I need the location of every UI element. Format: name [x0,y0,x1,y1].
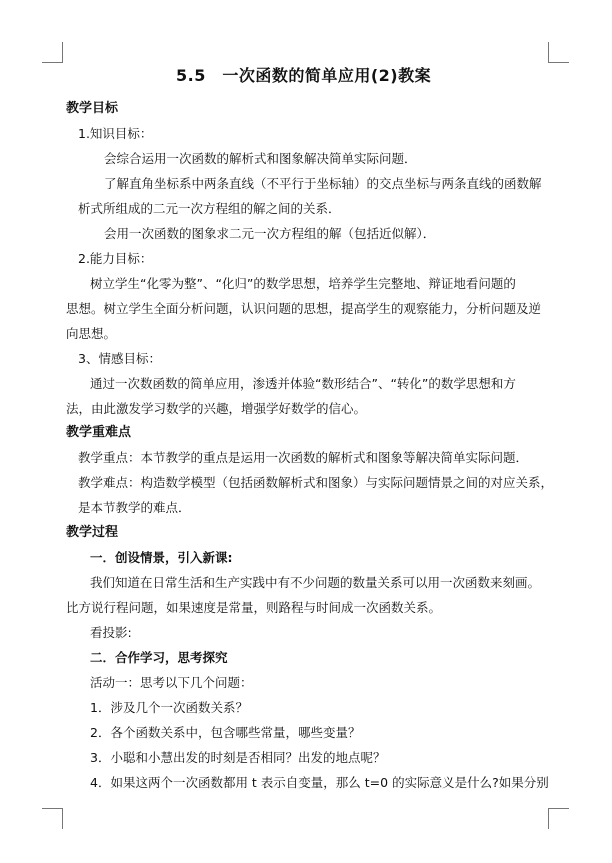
step2-heading: 二．合作学习，思考探究 [90,650,228,665]
question-1: 1．涉及几个一次函数关系？ [90,700,248,715]
process-heading: 教学过程 [66,525,119,540]
step1-paragraph-2: 比方说行程问题，如果速度是常量，则路程与时间成一次函数关系。 [66,600,442,615]
ability-line-2: 思想。树立学生全面分析问题，认识问题的思想，提高学生的观察能力，分析问题及逆 [66,301,542,316]
knowledge-paragraph-2a: 了解直角坐标系中两条直线（不平行于坐标轴）的交点坐标与两条直线的函数解 [104,176,542,191]
key-points-heading: 教学重难点 [66,425,132,440]
ability-line-1: 树立学生“化零为整”、“化归”的数学思想，培养学生完整地、辩证地看问题的 [90,276,516,291]
objectives-heading: 教学目标 [66,101,119,116]
difficulty-line-1: 教学难点：构造数学模型（包括函数解析式和图象）与实际问题情景之间的对应关系， [78,475,554,490]
ability-label: 2.能力目标： [78,251,153,266]
question-4: 4．如果这两个一次函数都用 t 表示自变量，那么 t=0 的实际意义是什么?如果分别 [90,775,549,790]
knowledge-paragraph-3: 会用一次函数的图象求二元一次方程组的解（包括近似解）． [104,226,436,241]
question-3: 3．小聪和小慧出发的时刻是否相同？出发的地点呢？ [90,750,386,765]
step1-heading: 一．创设情景，引入新课: [90,550,233,565]
step1-paragraph-1: 我们知道在日常生活和生产实践中有不少问题的数量关系可以用一次函数来刻画。 [90,575,541,590]
emotion-label: 3、情感目标： [78,351,161,366]
ability-line-3: 向思想。 [66,326,117,341]
emotion-line-2: 法，由此激发学习数学的兴趣，增强学好数学的信心。 [66,401,367,416]
step1-paragraph-3: 看投影: [90,625,132,640]
question-2: 2．各个函数关系中，包含哪些常量，哪些变量？ [90,725,361,740]
difficulty-line-2: 是本节教学的难点． [78,500,191,515]
knowledge-paragraph-2b: 析式所组成的二元一次方程组的解之间的关系． [78,201,341,216]
document-title: 5.5 一次函数的简单应用(2)教案 [176,66,432,85]
activity-label: 活动一：思考以下几个问题： [90,675,253,690]
emotion-line-1: 通过一次数函数的简单应用，渗透并体验“数形结合”、“转化”的数学思想和方 [90,376,516,391]
key-point-text: 教学重点：本节教学的重点是运用一次函数的解析式和图象等解决简单实际问题． [78,450,529,465]
knowledge-paragraph-1: 会综合运用一次函数的解析式和图象解决简单实际问题． [104,151,417,166]
knowledge-label: 1.知识目标： [78,126,153,141]
